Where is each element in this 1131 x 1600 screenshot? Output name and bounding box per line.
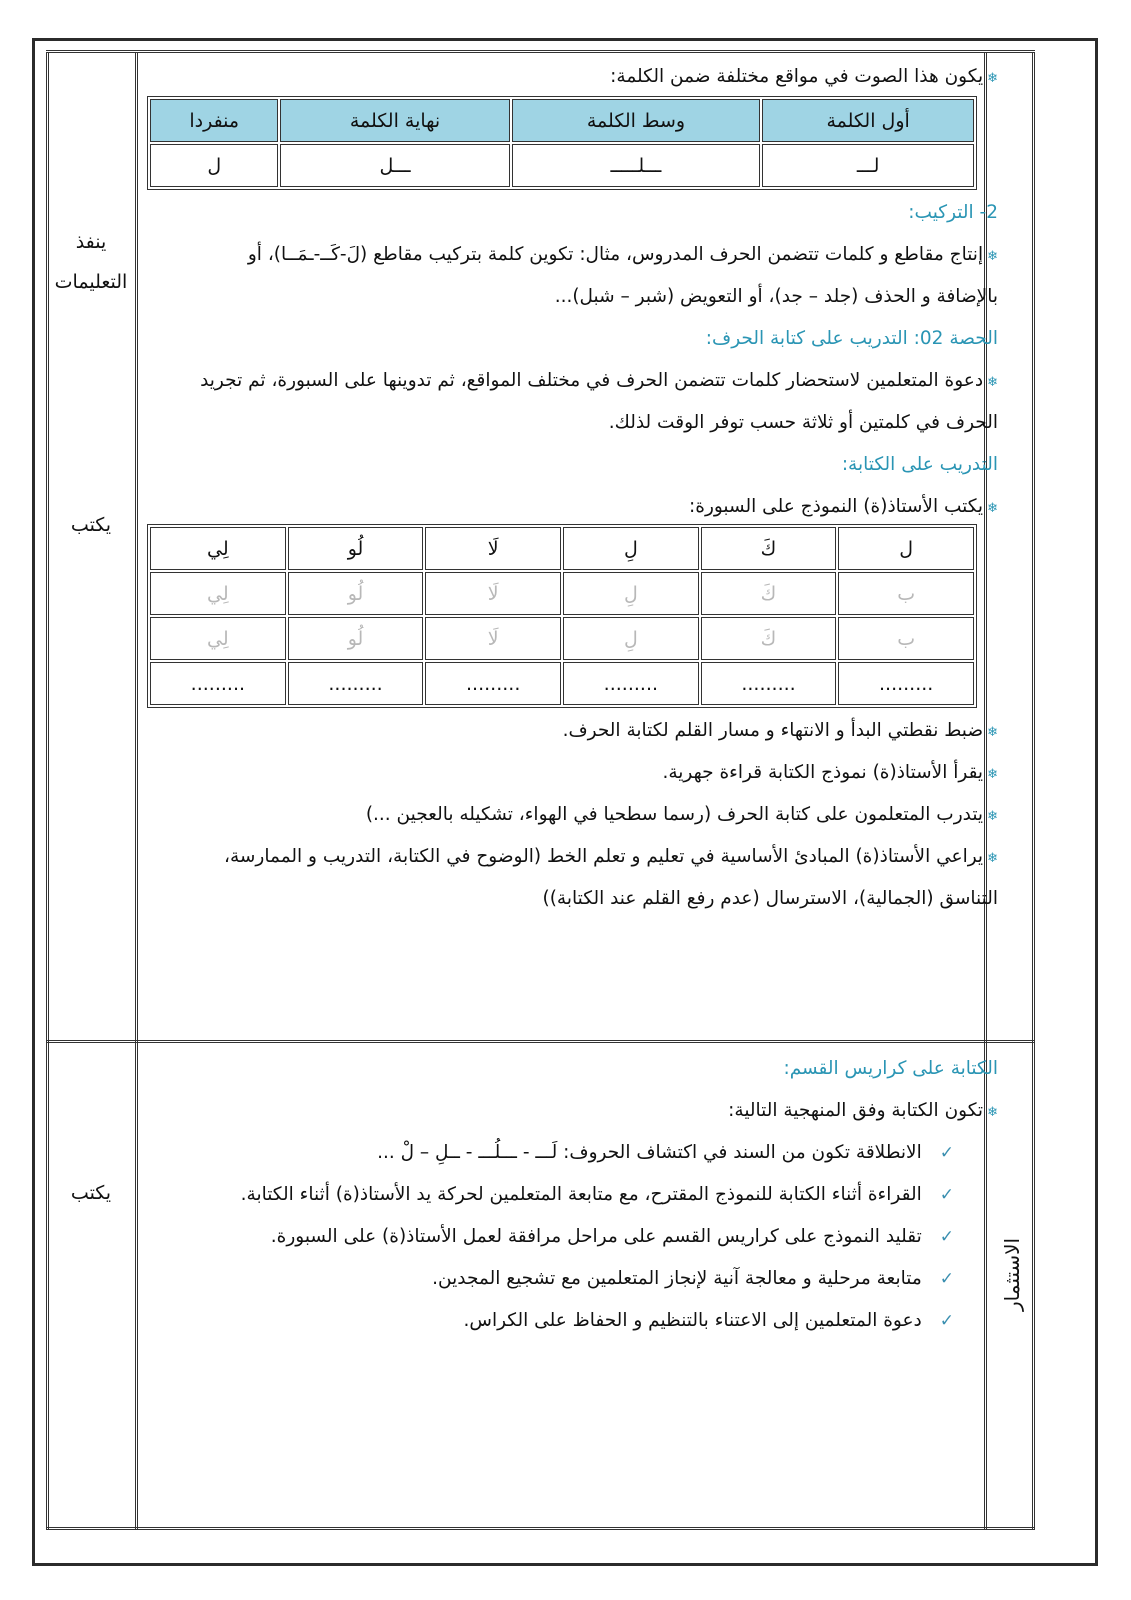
bullet-line: ❄يراعي الأستاذ(ة) المبادئ الأساسية في تعليم و تعلم الخط (الوضوح في الكتابة، التدريب و الممارسة، [224, 846, 998, 867]
table-cell: لِي [150, 572, 286, 615]
model-line: ❄يكتب الأستاذ(ة) النموذج على السبورة: [689, 496, 998, 517]
side-label-writes-1: يكتب [70, 514, 112, 536]
session-line-2: الحرف في كلمتين أو ثلاثة حسب توفر الوقت لذلك. [608, 412, 998, 433]
snowflake-bullet-icon: ❄ [987, 809, 998, 824]
table-cell: ـــلـــــ [512, 144, 761, 187]
table-cell: كَ [701, 527, 837, 570]
notebook-heading: الكتابة على كراريس القسم: [783, 1058, 998, 1079]
table-cell: لِي [150, 617, 286, 660]
table-cell: ـــل [280, 144, 509, 187]
check-item: ✓تقليد النموذج على كراريس القسم على مراحل مرافقة لعمل الأستاذ(ة) على السبورة. [270, 1226, 954, 1247]
side-label-writes-2: يكتب [70, 1182, 112, 1204]
snowflake-bullet-icon: ❄ [987, 249, 998, 264]
table-cell: لِ [563, 617, 699, 660]
table-cell: لُو [288, 527, 424, 570]
table-cell: ......... [701, 662, 837, 705]
header-cell: وسط الكلمة [512, 99, 761, 142]
check-item: ✓متابعة مرحلية و معالجة آنية لإنجاز المتعلمين مع تشجيع المجدين. [432, 1268, 954, 1289]
snowflake-bullet-icon: ❄ [987, 767, 998, 782]
table-cell: كَ [701, 572, 837, 615]
phase-label: الاستثمار [1000, 1238, 1024, 1312]
snowflake-bullet-icon: ❄ [987, 725, 998, 740]
table-cell: كَ [701, 617, 837, 660]
check-mark-icon: ✓ [939, 1185, 954, 1205]
training-heading: التدريب على الكتابة: [841, 454, 998, 475]
snowflake-bullet-icon: ❄ [987, 375, 998, 390]
method-intro: ❄تكون الكتابة وفق المنهجية التالية: [728, 1100, 998, 1121]
check-mark-icon: ✓ [939, 1143, 954, 1163]
table-cell: ......... [425, 662, 561, 705]
header-cell: نهاية الكلمة [280, 99, 509, 142]
check-mark-icon: ✓ [939, 1311, 954, 1331]
snowflake-bullet-icon: ❄ [987, 501, 998, 516]
composition-heading: 2- التركيب: [908, 202, 998, 223]
intro-line: ❄يكون هذا الصوت في مواقع مختلفة ضمن الكلمة: [610, 66, 998, 87]
check-item: ✓دعوة المتعلمين إلى الاعتناء بالتنظيم و الحفاظ على الكراس. [463, 1310, 954, 1331]
section-2 [150, 0, 998, 1530]
check-item: ✓الانطلاقة تكون من السند في اكتشاف الحروف: لَـــ - ـــلُـــ - ــلِ – لْ ... [377, 1142, 954, 1163]
session-line: ❄دعوة المتعلمين لاستحضار كلمات تتضمن الحرف في مختلف المواقع، ثم تدوينها على السبورة، ثم تجريد [200, 370, 998, 391]
snowflake-bullet-icon: ❄ [987, 71, 998, 86]
bullet-line: ❄ضبط نقطتي البدأ و الانتهاء و مسار القلم لكتابة الحرف. [562, 720, 998, 741]
table-cell: ل [150, 144, 278, 187]
header-cell: أول الكلمة [762, 99, 974, 142]
table-cell: لِ [563, 527, 699, 570]
table-cell: ......... [150, 662, 286, 705]
session-heading: الحصة 02: التدريب على كتابة الحرف: [705, 328, 998, 349]
table-cell: ب [838, 572, 974, 615]
header-cell: منفردا [150, 99, 278, 142]
bullet-line: ❄يتدرب المتعلمون على كتابة الحرف (رسما سطحيا في الهواء، تشكيله بالعجين ...) [365, 804, 998, 825]
divider-side [135, 52, 138, 1530]
check-item: ✓القراءة أثناء الكتابة للنموذج المقترح، مع متابعة المتعلمين لحركة يد الأستاذ(ة) أثناء الكتابة. [240, 1184, 954, 1205]
composition-line: ❄إنتاج مقاطع و كلمات تتضمن الحرف المدروس، مثال: تكوين كلمة بتركيب مقاطع (لَ-كَــ-ـمَــا)، أو [247, 244, 998, 265]
divider-right [1032, 52, 1035, 1530]
table-cell: ......... [288, 662, 424, 705]
table-cell: ب [838, 617, 974, 660]
table-cell: ......... [838, 662, 974, 705]
check-mark-icon: ✓ [939, 1227, 954, 1247]
table-cell: لِ [563, 572, 699, 615]
table-cell: لـــ [762, 144, 974, 187]
check-mark-icon: ✓ [939, 1269, 954, 1289]
table-cell: ل [838, 527, 974, 570]
table-cell: لُو [288, 617, 424, 660]
composition-line-2: بالإضافة و الحذف (جلد – جد)، أو التعويض (شبر – شبل)... [554, 286, 998, 307]
table-cell: لِي [150, 527, 286, 570]
snowflake-bullet-icon: ❄ [987, 851, 998, 866]
snowflake-bullet-icon: ❄ [987, 1105, 998, 1120]
table-cell: لَا [425, 527, 561, 570]
bullet-line-cont: التناسق (الجمالية)، الاسترسال (عدم رفع القلم عند الكتابة)) [542, 888, 998, 909]
bullet-line: ❄يقرأ الأستاذ(ة) نموذج الكتابة قراءة جهرية. [662, 762, 998, 783]
side-label-execute: ينفذ التعليمات [54, 231, 128, 293]
table-cell: لَا [425, 617, 561, 660]
table-cell: ......... [563, 662, 699, 705]
table-cell: لَا [425, 572, 561, 615]
table-cell: لُو [288, 572, 424, 615]
